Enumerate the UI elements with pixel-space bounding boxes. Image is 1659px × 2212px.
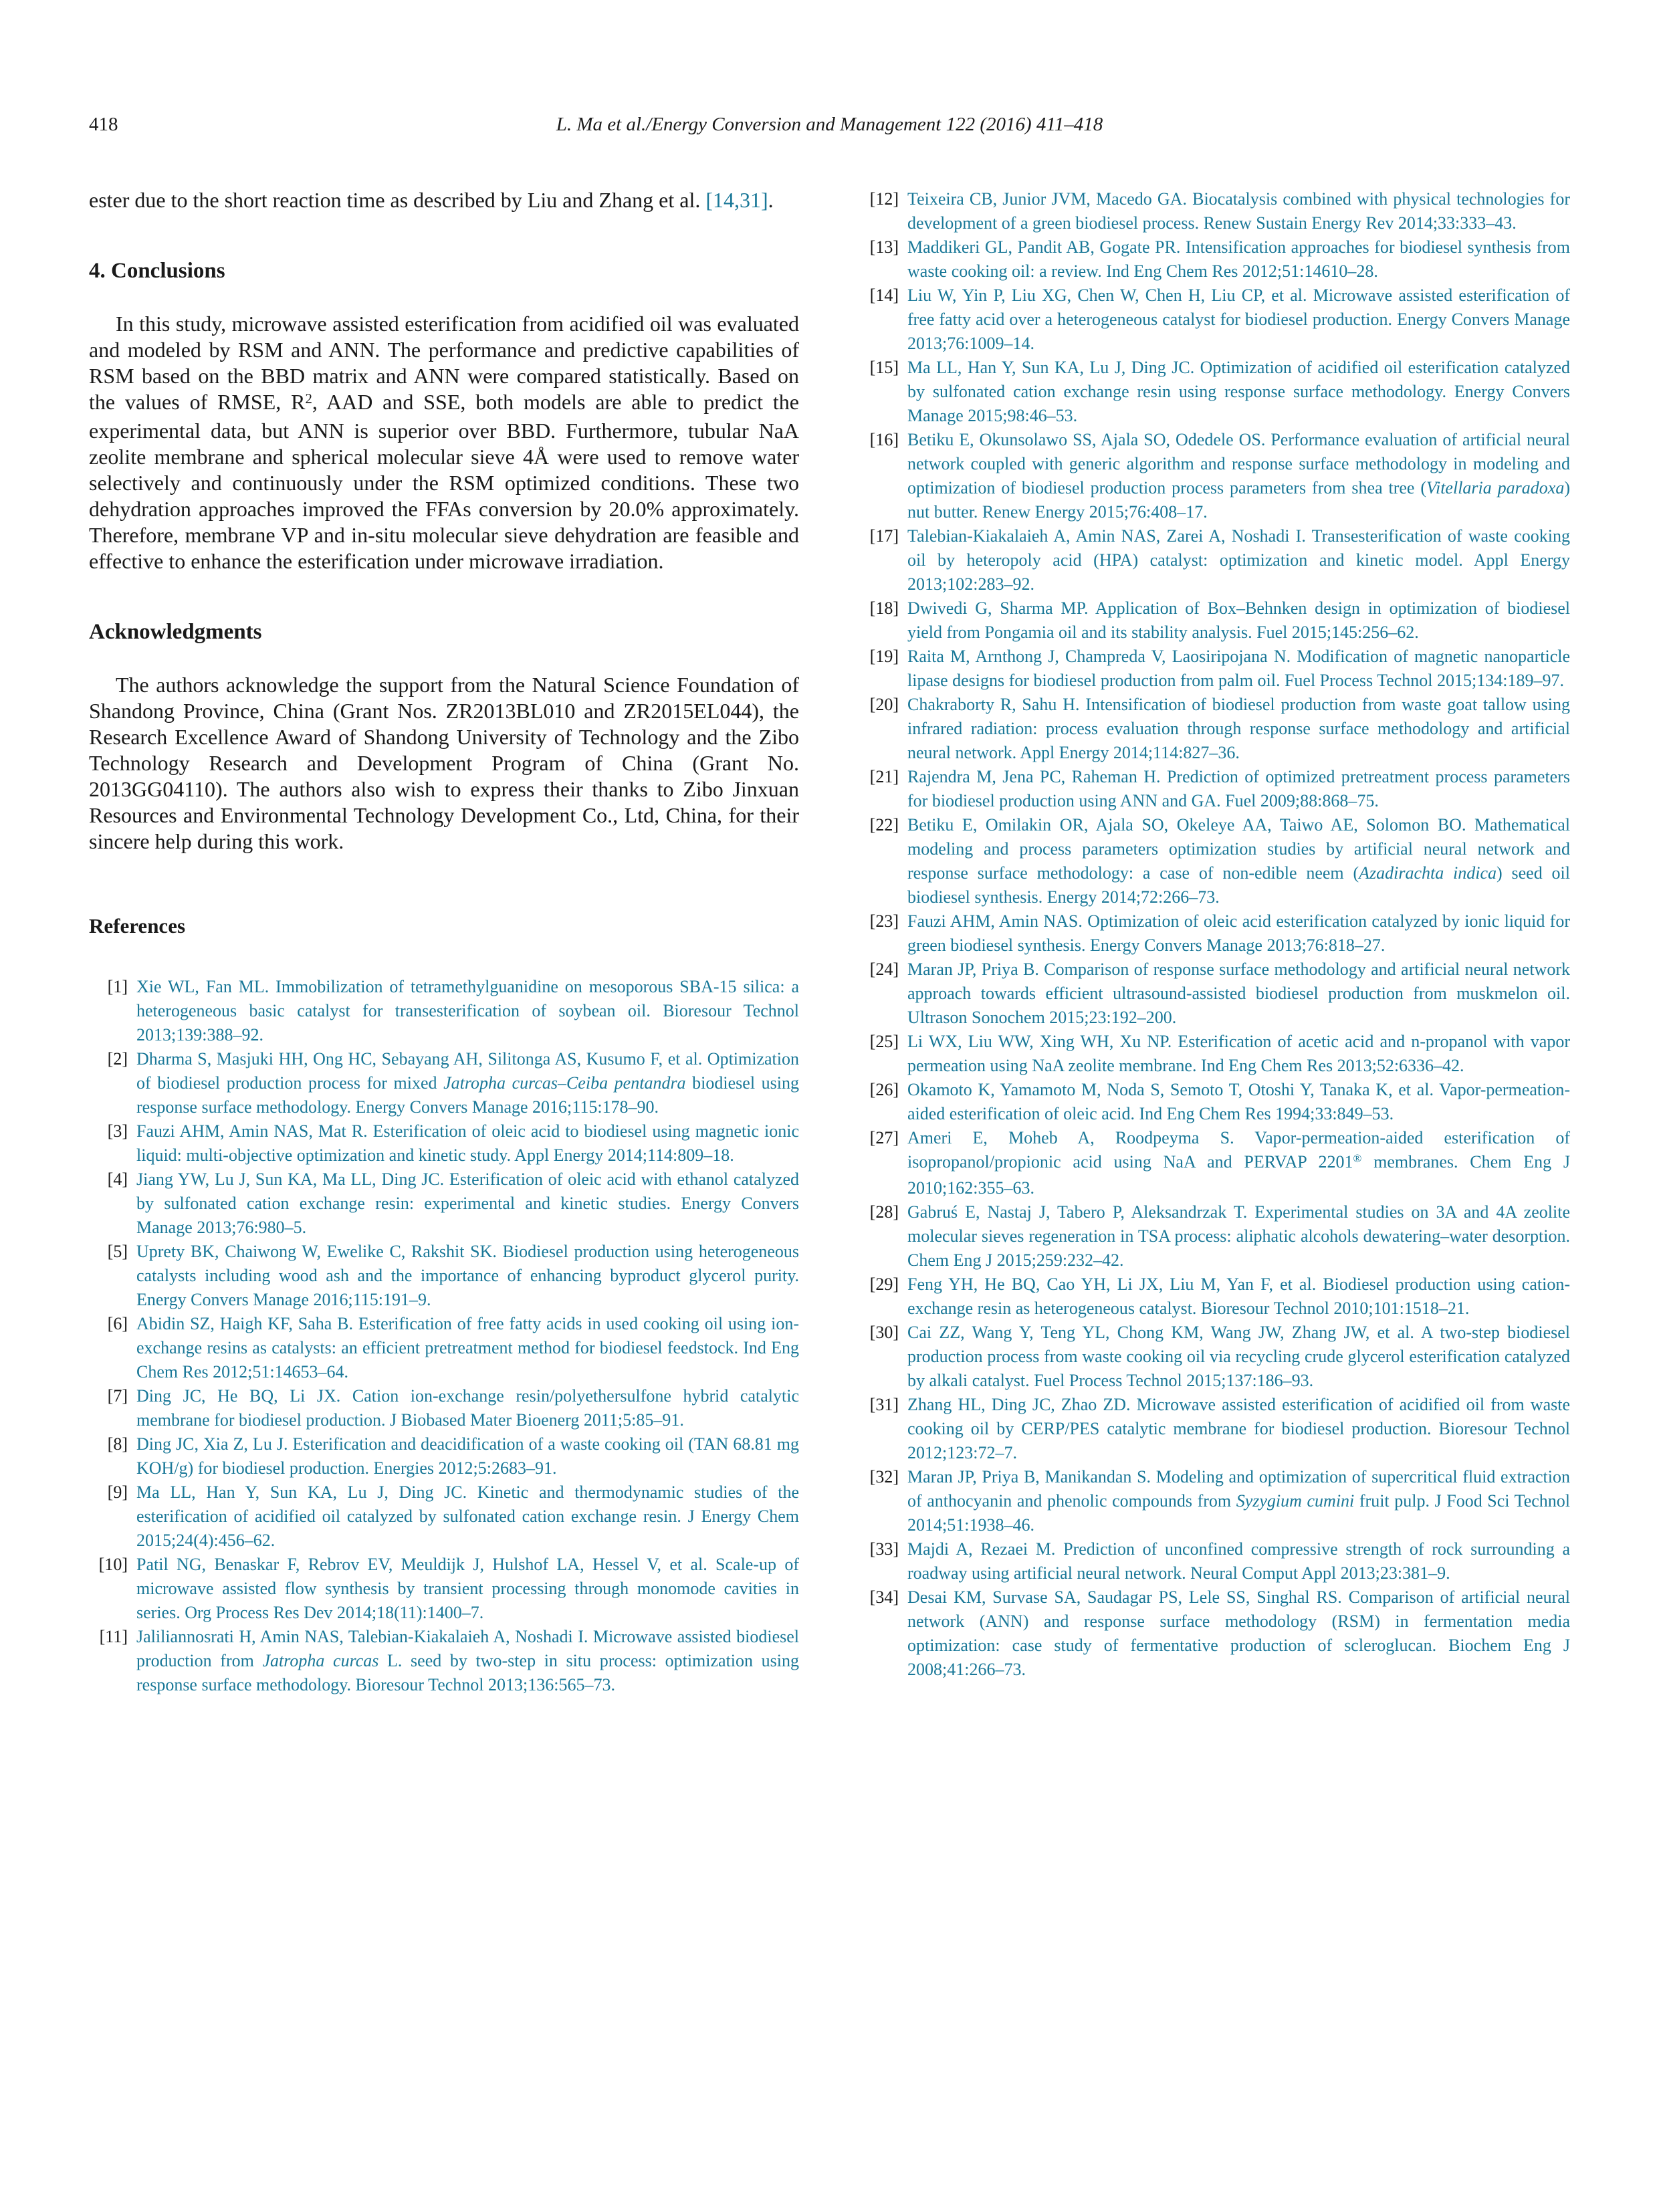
reference-link[interactable]: Rajendra M, Jena PC, Raheman H. Prediction of optimized pretreatment process parameters for biodiesel production using ANN and GA. Fuel 2009;88:868–75. — [907, 767, 1570, 810]
reference-link[interactable]: Betiku E, Okunsolawo SS, Ajala SO, Odedele OS. Performance evaluation of artificial neural network coupled with generic algorithm and response surface methodology in modeling and optimization of biodiesel production process parameters from shea tree (Vitellaria paradoxa) nut butter. Renew Energy 2015;76:408–17. — [907, 430, 1570, 522]
reference-item — [89, 1047, 799, 1119]
reference-link[interactable]: Ma LL, Han Y, Sun KA, Lu J, Ding JC. Kinetic and thermodynamic studies of the esterification of acidified oil catalyzed by sulfonated cation exchange resin. J Energy Chem 2015;24(4):456–62. — [136, 1482, 799, 1550]
reference-item — [89, 1432, 799, 1480]
reference-number: [16] — [869, 430, 899, 449]
reference-item — [89, 1312, 799, 1384]
reference-number: [22] — [869, 815, 899, 835]
reference-item — [860, 1273, 1570, 1321]
reference-link[interactable]: Jaliliannosrati H, Amin NAS, Talebian-Kiakalaieh A, Noshadi I. Microwave assisted biodiesel production from Jatropha curcas L. seed by two-step in situ process: optimization using response surface methodology. Bioresour Technol 2013;136:565–73. — [136, 1627, 800, 1694]
reference-link[interactable]: Maran JP, Priya B, Manikandan S. Modeling and optimization of supercritical fluid extraction of anthocyanin and phenolic compounds from Syzygium cumini fruit pulp. J Food Sci Technol 2014;51:1938–46. — [907, 1467, 1570, 1535]
reference-item — [89, 1553, 799, 1625]
reference-number: [28] — [869, 1202, 899, 1222]
reference-number: [12] — [869, 189, 899, 209]
reference-number: [20] — [869, 695, 899, 714]
page-header — [89, 112, 1570, 139]
two-column-layout — [89, 187, 1570, 1697]
reference-number: [25] — [869, 1032, 899, 1051]
reference-item — [860, 1537, 1570, 1585]
reference-item — [860, 1126, 1570, 1200]
reference-item — [89, 1384, 799, 1432]
reference-number: [24] — [869, 960, 899, 979]
reference-link[interactable]: Dwivedi G, Sharma MP. Application of Box–Behnken design in optimization of biodiesel yield from Pongamia oil and its stability analysis. Fuel 2015;145:256–62. — [907, 598, 1570, 642]
reference-number: [5] — [107, 1242, 128, 1261]
reference-number: [23] — [869, 911, 899, 931]
reference-link[interactable]: Fauzi AHM, Amin NAS. Optimization of oleic acid esterification catalyzed by ionic liquid for green biodiesel synthesis. Energy Convers Manage 2013;76:818–27. — [907, 911, 1570, 955]
reference-item — [860, 813, 1570, 909]
reference-item — [860, 693, 1570, 765]
reference-number: [31] — [869, 1395, 899, 1414]
reference-number: [13] — [869, 237, 899, 257]
reference-link[interactable]: Raita M, Arnthong J, Champreda V, Laosiripojana N. Modification of magnetic nanoparticle lipase designs for biodiesel production from palm oil. Fuel Process Technol 2015;134:189–97. — [907, 647, 1570, 690]
right-column — [860, 187, 1570, 1697]
lead-paragraph: ester due to the short reaction time as described by Liu and Zhang et al. [14,31]. — [89, 188, 774, 212]
reference-link[interactable]: Ma LL, Han Y, Sun KA, Lu J, Ding JC. Optimization of acidified oil esterification catalyzed by sulfonated cation exchange resin using response surface methodology. Energy Convers Manage 2015;98:46–53. — [907, 358, 1570, 425]
reference-number: [14] — [869, 286, 899, 305]
reference-link[interactable]: Li WX, Liu WW, Xing WH, Xu NP. Esterification of acetic acid and n-propanol with vapor permeation using NaA zeolite membrane. Ind Eng Chem Res 2013;52:6336–42. — [907, 1032, 1570, 1075]
reference-link[interactable]: Maran JP, Priya B. Comparison of response surface methodology and artificial neural network approach towards efficient ultrasound-assisted biodiesel production from muskmelon oil. Ultrason Sonochem 2015;23:192–200. — [907, 960, 1570, 1027]
reference-number: [10] — [98, 1555, 128, 1574]
reference-link[interactable]: Talebian-Kiakalaieh A, Amin NAS, Zarei A, Noshadi I. Transesterification of waste cooking oil by heteropoly acid (HPA) catalyst: optimization and kinetic model. Appl Energy 2013;102:283–92. — [907, 526, 1570, 594]
reference-number: [30] — [869, 1323, 899, 1342]
reference-number: [33] — [869, 1539, 899, 1559]
reference-link[interactable]: Zhang HL, Ding JC, Zhao ZD. Microwave assisted esterification of acidified oil from waste cooking oil by CERP/PES catalytic membrane for biodiesel production. Bioresour Technol 2012;123:72–7. — [907, 1395, 1570, 1462]
acknowledgments-heading: Acknowledgments — [89, 620, 262, 644]
reference-number: [1] — [107, 977, 128, 996]
reference-number: [21] — [869, 767, 899, 786]
conclusions-paragraph: In this study, microwave assisted esterification from acidified oil was evaluated and modeled by RSM and ANN. The performance and predictive capabilities of RSM based on the BBD matrix and ANN were compared statistically. Based on the values of RMSE, $R^2$, AAD and SSE, both models are able to predict the experimental data, but ANN is superior over BBD. Furthermore, tubular NaA zeolite membrane and spherical molecular sieve 4Å were used to remove water selectively and continuously under the RSM optimized conditions. These two dehydration approaches improved the FFAs conversion by 20.0% approximately. Therefore, membrane VP and in-situ molecular sieve dehydration are feasible and effective to enhance the esterification under microwave irradiation. — [89, 312, 800, 573]
reference-item — [89, 1168, 799, 1240]
reference-item — [860, 1200, 1570, 1273]
reference-item — [860, 356, 1570, 428]
inline-citation[interactable]: [14,31] — [705, 188, 768, 212]
reference-link[interactable]: Jiang YW, Lu J, Sun KA, Ma LL, Ding JC. Esterification of oleic acid with ethanol catalyzed by sulfonated cation exchange resin: experimental and kinetic studies. Energy Convers Manage 2013;76:980–5. — [136, 1170, 799, 1237]
references-list-right — [860, 187, 1570, 1682]
reference-number: [29] — [869, 1275, 899, 1294]
reference-number: [2] — [107, 1049, 128, 1069]
reference-number: [34] — [869, 1587, 899, 1607]
reference-link[interactable]: Teixeira CB, Junior JVM, Macedo GA. Biocatalysis combined with physical technologies for development of a green biodiesel process. Renew Sustain Energy Rev 2014;33:333–43. — [907, 189, 1570, 233]
reference-item — [860, 596, 1570, 645]
reference-item — [89, 975, 799, 1047]
reference-item — [860, 1585, 1570, 1682]
reference-item — [860, 524, 1570, 596]
reference-number: [18] — [869, 598, 899, 618]
reference-link[interactable]: Patil NG, Benaskar F, Rebrov EV, Meuldijk J, Hulshof LA, Hessel V, et al. Scale-up of microwave assisted flow synthesis by transient processing through monomode cavities in series. Org Process Res Dev 2014;18(11):1400–7. — [136, 1555, 799, 1622]
reference-item — [89, 1240, 799, 1312]
reference-link[interactable]: Ameri E, Moheb A, Roodpeyma S. Vapor-permeation-aided esterification of isopropanol/propionic acid using NaA and PERVAP 2201® membranes. Chem Eng J 2010;162:355–63. — [907, 1128, 1570, 1198]
reference-number: [26] — [869, 1080, 899, 1099]
references-list-left — [89, 975, 799, 1697]
reference-item — [860, 187, 1570, 235]
page-number: 418 — [89, 114, 118, 135]
reference-link[interactable]: Ding JC, Xia Z, Lu J. Esterification and deacidification of a waste cooking oil (TAN 68.81 mg KOH/g) for biodiesel production. Energies 2012;5:2683–91. — [136, 1434, 799, 1478]
reference-link[interactable]: Abidin SZ, Haigh KF, Saha B. Esterification of free fatty acids in used cooking oil using ion-exchange resins as catalysts: an efficient pretreatment method for biodiesel feedstock. Ind Eng Chem Res 2012;51:14653–64. — [136, 1314, 799, 1381]
reference-item — [860, 765, 1570, 813]
reference-link[interactable]: Uprety BK, Chaiwong W, Ewelike C, Rakshit SK. Biodiesel production using heterogeneous catalysts including wood ash and the importance of enhancing byproduct glycerol purity. Energy Convers Manage 2016;115:191–9. — [136, 1242, 799, 1309]
reference-link[interactable]: Fauzi AHM, Amin NAS, Mat R. Esterification of oleic acid to biodiesel using magnetic ionic liquid: multi-objective optimization and kinetic study. Appl Energy 2014;114:809–18. — [136, 1121, 799, 1165]
reference-number: [9] — [107, 1482, 128, 1502]
reference-number: [3] — [107, 1121, 128, 1141]
reference-link[interactable]: Cai ZZ, Wang Y, Teng YL, Chong KM, Wang JW, Zhang JW, et al. A two-step biodiesel production process from waste cooking oil via recycling crude glycerol esterification catalyzed by alkali catalyst. Fuel Process Technol 2015;137:186–93. — [907, 1323, 1570, 1390]
reference-item — [860, 1078, 1570, 1126]
reference-item — [860, 1030, 1570, 1078]
reference-number: [15] — [869, 358, 899, 377]
reference-link[interactable]: Ding JC, He BQ, Li JX. Cation ion-exchange resin/polyethersulfone hybrid catalytic membrane for biodiesel production. J Biobased Mater Bioenerg 2011;5:85–91. — [136, 1386, 799, 1430]
reference-item — [860, 235, 1570, 284]
reference-number: [32] — [869, 1467, 899, 1486]
reference-number: [7] — [107, 1386, 128, 1406]
reference-item — [860, 1321, 1570, 1393]
reference-item — [860, 1465, 1570, 1537]
reference-link[interactable]: Feng YH, He BQ, Cao YH, Li JX, Liu M, Yan F, et al. Biodiesel production using cation-exchange resin as heterogeneous catalyst. Bioresour Technol 2010;101:1518–21. — [907, 1275, 1570, 1318]
reference-item — [89, 1119, 799, 1168]
conclusions-heading: 4. Conclusions — [89, 259, 225, 283]
reference-link[interactable]: Maddikeri GL, Pandit AB, Gogate PR. Intensification approaches for biodiesel synthesis from waste cooking oil: a review. Ind Eng Chem Res 2012;51:14610–28. — [907, 237, 1570, 281]
reference-item — [860, 428, 1570, 524]
acknowledgments-paragraph: The authors acknowledge the support from the Natural Science Foundation of Shandong Province, China (Grant Nos. ZR2013BL010 and ZR2015EL044), the Research Excellence Award of Shandong University of Technology and the Zibo Technology Research and Development Program of China (Grant No. 2013GG04110). The authors also wish to express their thanks to Zibo Jinxuan Resources and Environmental Technology Development Co., Ltd, China, for their sincere help during this work. — [89, 673, 799, 853]
reference-link[interactable]: Gabruś E, Nastaj J, Tabero P, Aleksandrzak T. Experimental studies on 3A and 4A zeolite molecular sieves regeneration in TSA process: aliphatic alcohols dewatering–water desorption. Chem Eng J 2015;259:232–42. — [907, 1202, 1570, 1270]
reference-item — [89, 1480, 799, 1553]
reference-number: [27] — [869, 1128, 899, 1147]
reference-item — [860, 1393, 1570, 1465]
references-heading: References — [89, 914, 186, 937]
reference-item — [860, 909, 1570, 958]
reference-number: [11] — [99, 1627, 128, 1646]
reference-link[interactable]: Desai KM, Survase SA, Saudagar PS, Lele SS, Singhal RS. Comparison of artificial neural network (ANN) and response surface methodology (RSM) in fermentation media optimization: case study of fermentative production of scleroglucan. Biochem Eng J 2008;41:266–73. — [907, 1587, 1570, 1679]
reference-link[interactable]: Liu W, Yin P, Liu XG, Chen W, Chen H, Liu CP, et al. Microwave assisted esterification of free fatty acid over a heterogeneous catalyst for biodiesel production. Energy Convers Manage 2013;76:1009–14. — [907, 286, 1570, 353]
reference-number: [19] — [869, 647, 899, 666]
left-column — [89, 187, 799, 1697]
reference-number: [8] — [107, 1434, 128, 1454]
reference-item — [89, 1625, 799, 1697]
reference-link[interactable]: Okamoto K, Yamamoto M, Noda S, Semoto T, Otoshi Y, Tanaka K, et al. Vapor-permeation-aided esterification of oleic acid. Ind Eng Chem Res 1994;33:849–53. — [907, 1080, 1570, 1123]
reference-number: [17] — [869, 526, 899, 546]
reference-item — [860, 958, 1570, 1030]
reference-item — [860, 645, 1570, 693]
reference-link[interactable]: Majdi A, Rezaei M. Prediction of unconfined compressive strength of rock surrounding a roadway using artificial neural network. Neural Comput Appl 2013;23:381–9. — [907, 1539, 1570, 1583]
reference-number: [6] — [107, 1314, 128, 1333]
running-title: L. Ma et al./Energy Conversion and Management 122 (2016) 411–418 — [556, 114, 1103, 135]
reference-number: [4] — [107, 1170, 128, 1189]
reference-link[interactable]: Xie WL, Fan ML. Immobilization of tetramethylguanidine on mesoporous SBA-15 silica: a heterogeneous basic catalyst for transesterification of soybean oil. Bioresour Technol 2013;139:388–92. — [136, 977, 799, 1044]
reference-link[interactable]: Betiku E, Omilakin OR, Ajala SO, Okeleye AA, Taiwo AE, Solomon BO. Mathematical modeling and process parameters optimization studies by artificial neural network and response surface methodology: a case of non-edible neem (Azadirachta indica) seed oil biodiesel synthesis. Energy 2014;72:266–73. — [907, 815, 1570, 907]
reference-item — [860, 284, 1570, 356]
reference-link[interactable]: Dharma S, Masjuki HH, Ong HC, Sebayang AH, Silitonga AS, Kusumo F, et al. Optimization of biodiesel production process for mixed Jatropha curcas–Ceiba pentandra biodiesel using response surface methodology. Energy Convers Manage 2016;115:178–90. — [136, 1049, 799, 1117]
reference-link[interactable]: Chakraborty R, Sahu H. Intensification of biodiesel production from waste goat tallow using infrared radiation: process evaluation through response surface methodology and artificial neural network. Appl Energy 2014;114:827–36. — [907, 695, 1570, 762]
